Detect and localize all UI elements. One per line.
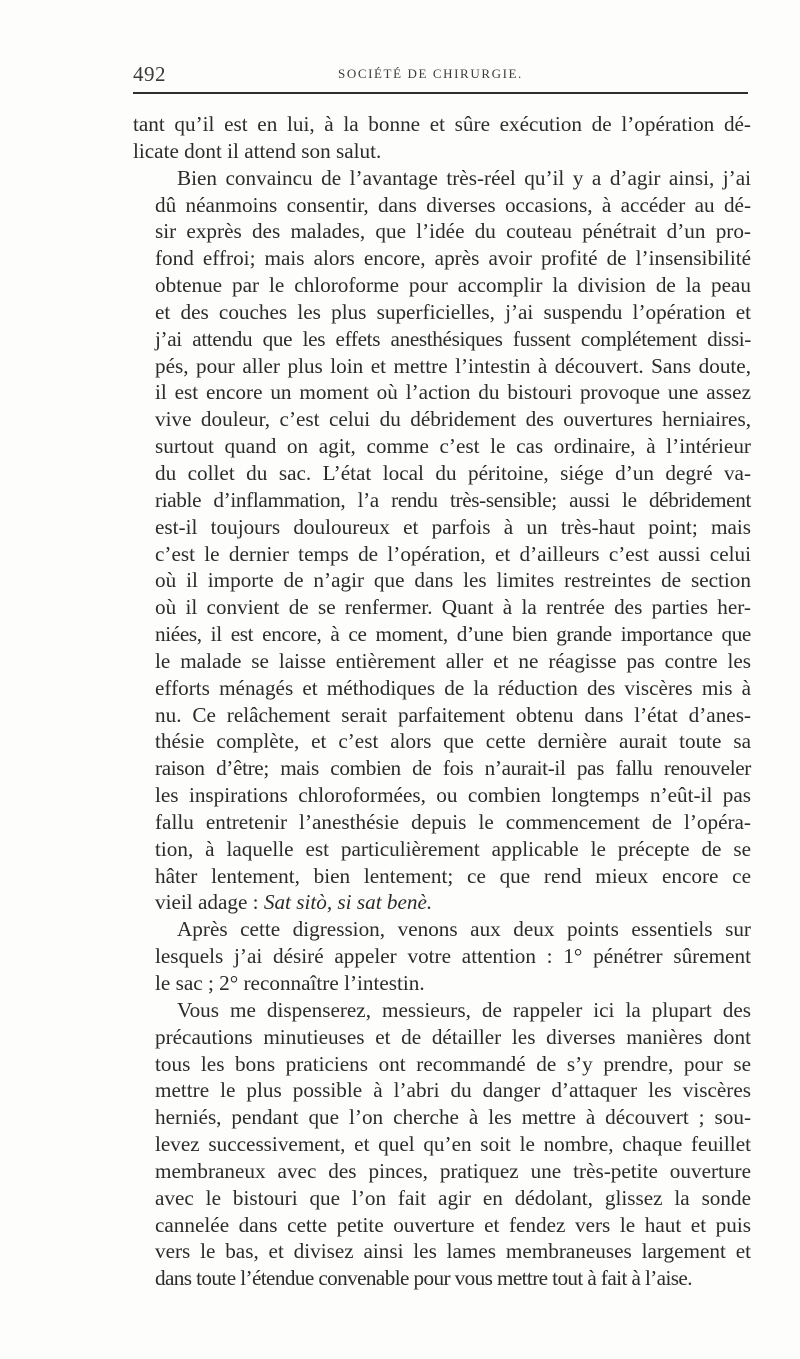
text-line: le sac ; 2° reconnaître l’intestin. [155, 971, 425, 995]
text-line: j’ai attendu que les effets anesthésiques fussent complétement dissi- [155, 326, 751, 351]
text-line: mettre le plus possible à l’abri du danger d’attaquer les viscères [155, 1078, 751, 1103]
text-line: est-il toujours douloureux et parfois à un très-haut point; mais [155, 514, 751, 539]
page-number: 492 [133, 62, 166, 86]
text-line: tous les bons praticiens ont recommandé de s’y prendre, pour se [155, 1051, 751, 1076]
text-line: efforts ménagés et méthodiques de la réduction des viscères mis à [155, 675, 751, 700]
text-line: dans toute l’étendue convenable pour vous mettre tout à fait à l’aise. [155, 1266, 692, 1291]
text-line: niées, il est encore, à ce moment, d’une bien grande importance que [155, 622, 751, 647]
text-line: obtenue par le chloroforme pour accomplir la division de la peau [155, 273, 751, 298]
text-line: avec le bistouri que l’on fait agir en dédolant, glissez la sonde [155, 1185, 751, 1210]
text-line: tion, à laquelle est particulièrement applicable le précepte de se [155, 836, 751, 861]
text-line: levez successivement, et quel qu’en soit le nombre, chaque feuillet [155, 1132, 751, 1157]
text-line: cannelée dans cette petite ouverture et fendez vers le haut et puis [155, 1212, 751, 1237]
text-line: vers le bas, et divisez ainsi les lames membraneuses largement et [155, 1239, 751, 1264]
text-line: sir exprès des malades, que l’idée du couteau pénétrait d’un pro- [155, 219, 751, 244]
text-line: fallu entretenir l’anesthésie depuis le commencement de l’opéra- [155, 809, 751, 834]
text-line: le malade se laisse entièrement aller et ne réagisse pas contre les [155, 648, 751, 673]
paragraph-4 [133, 997, 751, 1292]
text-fragment: vieil adage : [155, 890, 264, 915]
text-line: membraneux avec des pinces, pratiquez une très-petite ouverture [155, 1158, 751, 1183]
text-line: herniés, pendant que l’on cherche à les mettre à découvert ; sou- [155, 1105, 751, 1130]
text-line: tant qu’il est en lui, à la bonne et sûre exécution de l’opération dé- [133, 112, 751, 136]
text-line: thésie complète, et c’est alors que cette dernière aurait toute sa [155, 729, 751, 754]
text-line: précautions minutieuses et de détailler les diverses manières dont [155, 1024, 751, 1049]
header-rule [133, 92, 748, 94]
text-line: Bien convaincu de l’avantage très-réel qu’il y a d’agir ainsi, j’ai [177, 165, 751, 190]
text-line: où il importe de n’agir que dans les limites restreintes de section [155, 568, 751, 593]
text-line: et des couches les plus superficielles, j’ai suspendu l’opération et [155, 299, 751, 324]
text-line: dû néanmoins consentir, dans diverses occasions, à accéder au dé- [155, 192, 751, 217]
text-line: il est encore un moment où l’action du bistouri provoque une assez [155, 380, 751, 405]
text-line: où il convient de se renfermer. Quant à la rentrée des parties her- [155, 595, 751, 620]
text-line: Après cette digression, venons aux deux points essentiels sur [177, 917, 751, 942]
text-line: Vous me dispenserez, messieurs, de rappeler ici la plupart des [177, 997, 751, 1022]
text-line: licate dont il attend son salut. [133, 138, 382, 163]
running-head: SOCIÉTÉ DE CHIRURGIE. [338, 66, 523, 81]
text-line [133, 889, 751, 916]
paragraph-1 [133, 111, 751, 165]
text-line: fond effroi; mais alors encore, après avoir profité de l’insensibilité [155, 246, 751, 271]
text-line: nu. Ce relâchement serait parfaitement obtenu dans l’état d’anes- [155, 702, 751, 727]
page-header [133, 58, 748, 88]
text-line: les inspirations chloroformées, ou combien longtemps n’eût-il pas [155, 783, 751, 808]
paragraph-2 [133, 165, 751, 917]
text-line: surtout quand on agit, comme c’est le cas ordinaire, à l’intérieur [155, 434, 751, 459]
latin-adage: Sat sitò, si sat benè. [263, 890, 433, 915]
text-line: hâter lentement, bien lentement; ce que rend mieux encore ce [155, 863, 751, 888]
text-line: riable d’inflammation, l’a rendu très-sensible; aussi le débridement [155, 487, 751, 512]
text-line: lesquels j’ai désiré appeler votre attention : 1° pénétrer sûrement [155, 944, 751, 969]
text-line: c’est le dernier temps de l’opération, et d’ailleurs c’est aussi celui [155, 541, 751, 566]
paragraph-3 [133, 916, 751, 997]
text-line: vive douleur, c’est celui du débridement des ouvertures herniaires, [155, 407, 751, 432]
body-text [133, 111, 751, 1292]
text-line: raison d’être; mais combien de fois n’aurait-il pas fallu renouveler [155, 756, 751, 781]
text-line: du collet du sac. L’état local du péritoine, siége d’un degré va- [155, 460, 751, 485]
text-line: pés, pour aller plus loin et mettre l’intestin à découvert. Sans doute, [155, 353, 751, 378]
